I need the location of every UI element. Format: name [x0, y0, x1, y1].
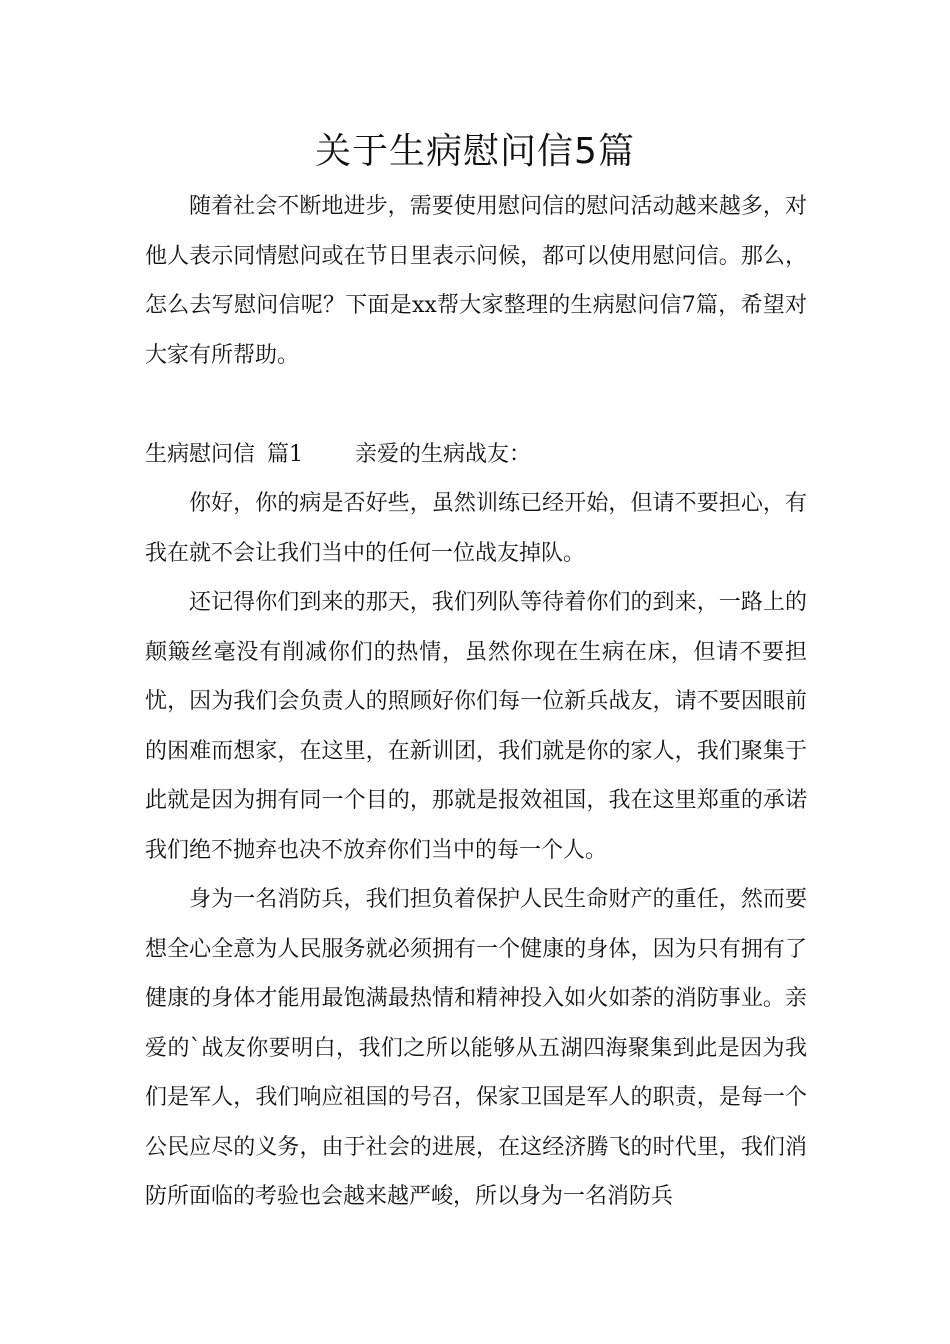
body-paragraph: 身为一名消防兵，我们担负着保护人民生命财产的重任，然而要想全心全意为人民服务就必须拥有一个健康的身体，因为只有拥有了健康的身体才能用最饱满最热情和精神投入如火如荼的消防事业。亲爱的`战友你要明白，我们之所以能够从五湖四海聚集到此是因为我们是军人，我们响应祖国的号召，保家卫国是军人的职责，是每一个公民应尽的义务，由于社会的进展，在这经济腾飞的时代里，我们消防所面临的考验也会越来越严峻，所以身为一名消防兵 — [145, 887, 807, 1209]
blank-line — [145, 380, 807, 430]
body-paragraph: 你好，你的病是否好些，虽然训练已经开始，但请不要担心，有我在就不会让我们当中的任何一位战友掉队。 — [145, 491, 807, 566]
body-paragraph: 还记得你们到来的那天，我们列队等待着你们的到来，一路上的颠簸丝毫没有削减你们的热情，虽然你现在生病在床，但请不要担忧，因为我们会负责人的照顾好你们每一位新兵战友，请不要因眼前的困难而想家，在这里，在新训团，我们就是你的家人，我们聚集于此就是因为拥有同一个目的，那就是报效祖国，我在这里郑重的承诺我们绝不抛弃也决不放弃你们当中的每一个人。 — [145, 590, 807, 863]
intro-paragraph: 随着社会不断地进步，需要使用慰问信的慰问活动越来越多，对他人表示同情慰问或在节日里表示问候，都可以使用慰问信。那么，怎么去写慰问信呢？下面是xx帮大家整理的生病慰问信7篇，希望对大家有所帮助。 — [145, 194, 807, 368]
section-heading-line — [145, 430, 807, 480]
salutation: 亲爱的生病战友： — [355, 441, 532, 467]
section-number: 篇1 — [267, 441, 304, 467]
section-name: 生病慰问信 — [145, 441, 256, 467]
document-title: 关于生病慰问信5篇 — [315, 131, 635, 172]
document-body — [145, 182, 807, 1222]
